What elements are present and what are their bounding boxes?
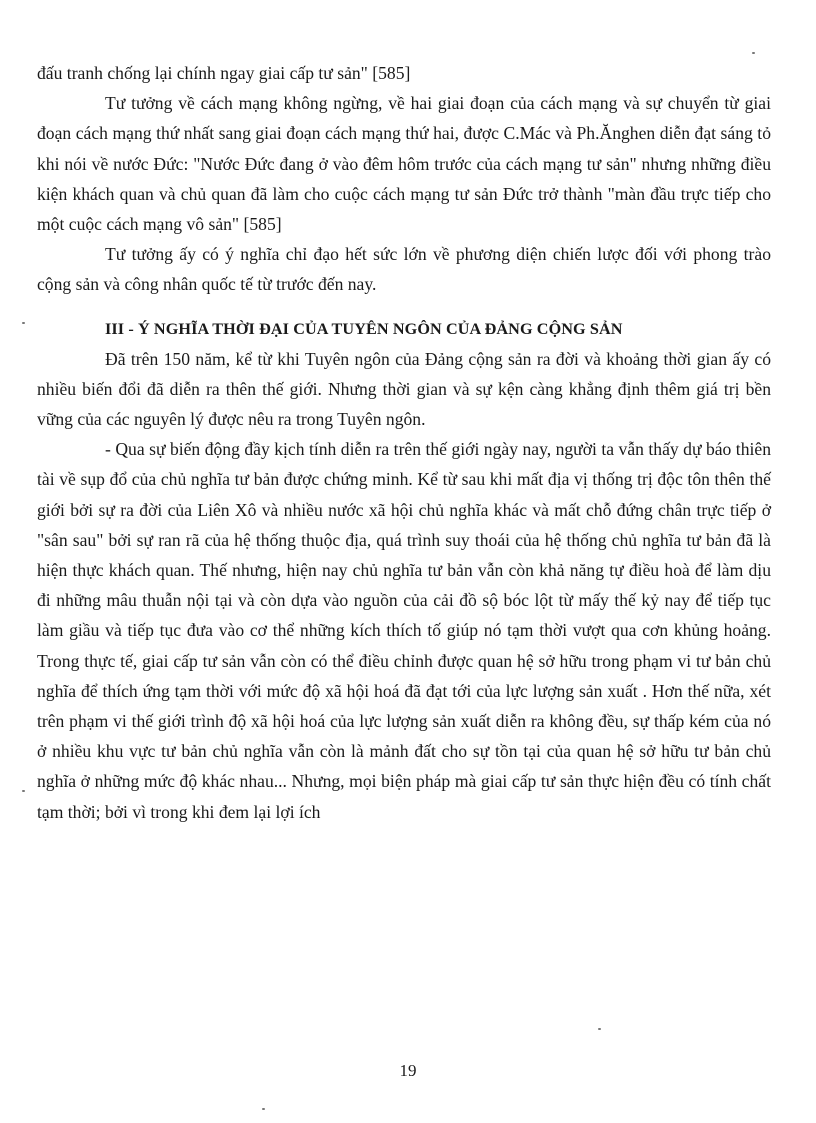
scan-speck [262,1108,265,1110]
paragraph-150-years: Đã trên 150 năm, kể từ khi Tuyên ngôn của Đảng cộng sản ra đời và khoảng thời gian ấy có nhiều biến đổi đã diễn ra thên thế giới. Nhưng thời gian và sự kện càng khẳng định thêm giá trị bền vững của các nguyên lý được nêu ra trong Tuyên ngôn. [37,348,771,430]
document-page [37,58,771,827]
scan-speck [752,52,755,54]
scan-speck [22,322,25,324]
scan-speck [22,790,25,792]
scan-speck [598,1028,601,1030]
paragraph-continuation: đấu tranh chống lại chính ngay giai cấp tư sản" [585] [37,63,411,83]
page-number: 19 [399,1061,417,1080]
paragraph-permanent-revolution: Tư tưởng về cách mạng không ngừng, về hai giai đoạn của cách mạng và sự chuyển từ giai đoạn cách mạng thứ nhất sang giai đoạn cách mạng thứ hai, được C.Mác và Ph.Ănghen diễn đạt sáng tỏ khi nói về nước Đức: "Nước Đức đang ở vào đêm hôm trước của cách mạng tư sản" nhưng những điều kiện khách quan và chủ quan đã làm cho cuộc cách mạng tư sản Đức trở thành "màn đầu trực tiếp cho một cuộc cách mạng vô sản" [585] [37,93,771,235]
paragraph-strategic-significance: Tư tưởng ấy có ý nghĩa chỉ đạo hết sức lớn về phương diện chiến lược đối với phong trào cộng sản và công nhân quốc tế từ trước đến nay. [37,244,771,295]
section-heading: III - Ý NGHĨA THỜI ĐẠI CỦA TUYÊN NGÔN CỦA ĐẢNG CỘNG SẢN [105,319,623,338]
paragraph-capitalism-analysis: - Qua sự biến động đầy kịch tính diễn ra trên thế giới ngày nay, người ta vẫn thấy dự báo thiên tài về sụp đổ của chủ nghĩa tư bản được chứng minh. Kể từ sau khi mất địa vị thống trị độc tôn thên thế giới bởi sự ra đời của Liên Xô và nhiều nước xã hội chủ nghĩa khác và mất chỗ đứng chân trực tiếp ở "sân sau" bởi sự ran rã của hệ thống thuộc địa, quá trình suy thoái của hệ thống chủ nghĩa tư bản đã là hiện thực khách quan. Thế nhưng, hiện nay chủ nghĩa tư bản vẫn còn khả năng tự điều hoà để làm dịu đi những mâu thuẫn nội tại và còn dựa vào nguồn của cải đồ sộ bóc lột từ mấy thế kỷ nay để tiếp tục làm giầu và tiếp tục đưa vào cơ thể những kích thích tố giúp nó tạm thời vượt qua cơn khủng hoảng. Trong thực tế, giai cấp tư sản vẫn còn có thể điều chỉnh được quan hệ sở hữu trong phạm vi tư bản chủ nghĩa để thích ứng tạm thời với mức độ xã hội hoá đã đạt tới của lực lượng sản xuất . Hơn thế nữa, xét trên phạm vi thế giới trình độ xã hội hoá của lực lượng sản xuất diễn ra không đều, sự thấp kém của nó ở nhiều khu vực tư bản chủ nghĩa vẫn còn là mảnh đất cho sự tồn tại của quan hệ sở hữu tư bản chủ nghĩa ở những mức độ khác nhau... Nhưng, mọi biện pháp mà giai cấp tư sản thực hiện đều có tính chất tạm thời; bởi vì trong khi đem lại lợi ích [37,439,771,822]
